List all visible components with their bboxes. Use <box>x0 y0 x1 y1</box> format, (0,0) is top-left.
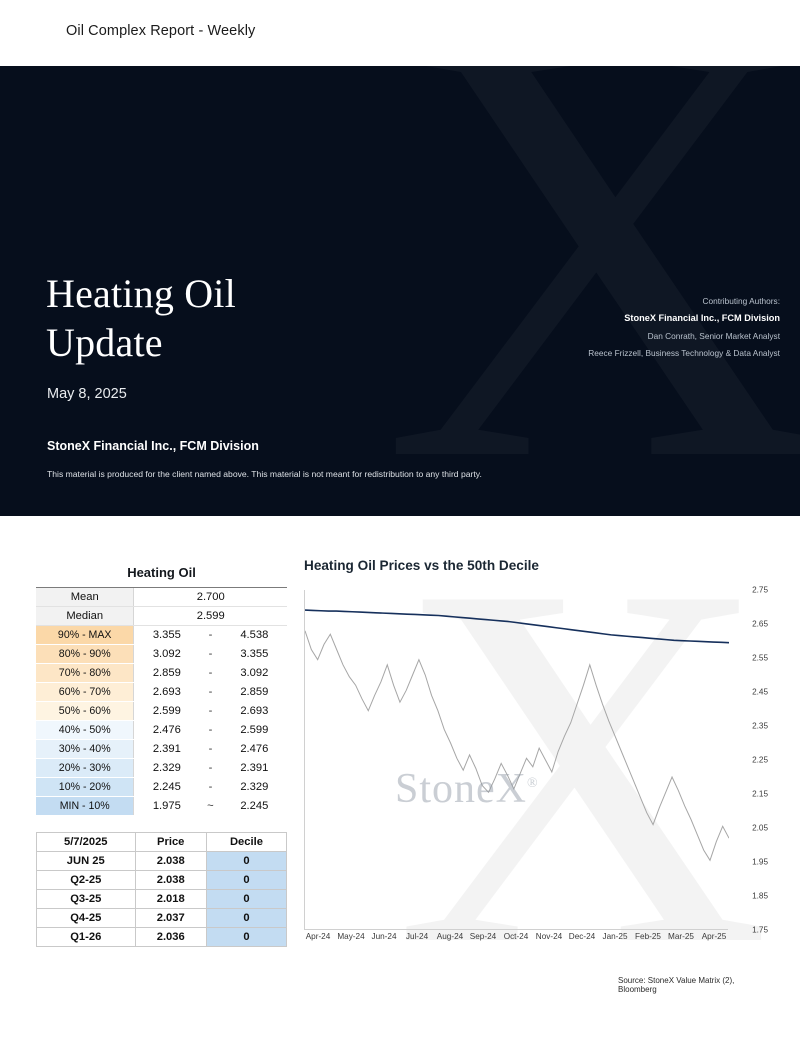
row-tenor: Q3-25 <box>37 890 136 909</box>
cover-title-line-1: Heating Oil <box>46 271 236 316</box>
band-separator: - <box>199 664 221 683</box>
band-label: 80% - 90% <box>36 645 134 664</box>
band-label: 30% - 40% <box>36 740 134 759</box>
y-axis-tick: 2.55 <box>752 653 768 663</box>
band-separator: - <box>199 759 221 778</box>
table-row <box>36 702 287 721</box>
author-2: Reece Frizzell, Business Technology & Data Analyst <box>588 348 780 358</box>
band-high: 3.092 <box>222 664 287 683</box>
mean-value: 2.700 <box>134 588 287 607</box>
table-row <box>37 871 287 890</box>
band-low: 2.245 <box>134 778 199 797</box>
table-row <box>37 890 287 909</box>
x-axis-tick: Jun-24 <box>371 932 397 941</box>
report-title: Oil Complex Report - Weekly <box>66 23 256 39</box>
chart-line-1 <box>305 631 729 861</box>
x-axis-tick: Sep-24 <box>469 932 497 941</box>
table-row-median <box>36 607 287 626</box>
band-separator: - <box>199 778 221 797</box>
table-row <box>36 778 287 797</box>
band-high: 2.329 <box>222 778 287 797</box>
row-tenor: Q2-25 <box>37 871 136 890</box>
y-axis-tick: 1.75 <box>752 925 768 935</box>
band-separator: - <box>199 626 221 645</box>
table-row <box>37 928 287 947</box>
table-row <box>37 852 287 871</box>
row-price: 2.038 <box>135 852 206 871</box>
cover-entity: StoneX Financial Inc., FCM Division <box>47 439 259 453</box>
chart-plot-area <box>304 590 728 930</box>
median-label: Median <box>36 607 134 626</box>
band-separator: ~ <box>199 797 221 816</box>
row-price: 2.036 <box>135 928 206 947</box>
band-label: 90% - MAX <box>36 626 134 645</box>
band-label: 40% - 50% <box>36 721 134 740</box>
stonex-x-watermark <box>382 66 800 516</box>
table-row <box>36 626 287 645</box>
column-header-price: Price <box>135 833 206 852</box>
band-label: 70% - 80% <box>36 664 134 683</box>
table-row-mean <box>36 588 287 607</box>
median-value: 2.599 <box>134 607 287 626</box>
x-axis-tick: Nov-24 <box>535 932 563 941</box>
y-axis-tick: 2.25 <box>752 755 768 765</box>
band-high: 2.245 <box>222 797 287 816</box>
y-axis-tick: 2.15 <box>752 789 768 799</box>
band-separator: - <box>199 721 221 740</box>
band-low: 3.092 <box>134 645 199 664</box>
y-axis-tick: 2.05 <box>752 823 768 833</box>
chart-container <box>298 558 768 994</box>
authors-label: Contributing Authors: <box>702 296 780 306</box>
table-row <box>36 759 287 778</box>
x-axis-tick: Oct-24 <box>503 932 529 941</box>
contributing-authors <box>588 296 780 365</box>
x-axis-tick: Apr-24 <box>305 932 331 941</box>
table-row <box>36 683 287 702</box>
x-axis-tick: Aug-24 <box>436 932 464 941</box>
band-low: 2.693 <box>134 683 199 702</box>
band-high: 2.859 <box>222 683 287 702</box>
x-axis-tick: Jan-25 <box>602 932 628 941</box>
decile-table-container <box>36 560 287 816</box>
x-axis-tick: May-24 <box>337 932 365 941</box>
band-high: 2.476 <box>222 740 287 759</box>
price-table-container <box>36 832 287 947</box>
table-row <box>36 721 287 740</box>
chart-x-axis <box>304 932 728 948</box>
column-header-date: 5/7/2025 <box>37 833 136 852</box>
row-tenor: Q4-25 <box>37 909 136 928</box>
row-tenor: Q1-26 <box>37 928 136 947</box>
table-row <box>36 664 287 683</box>
cover-title <box>46 270 236 368</box>
author-1: Dan Conrath, Senior Market Analyst <box>647 331 780 341</box>
row-decile: 0 <box>206 909 286 928</box>
cover-date: May 8, 2025 <box>47 386 127 402</box>
y-axis-tick: 2.35 <box>752 721 768 731</box>
chart-source-note: Source: StoneX Value Matrix (2), Bloomberg <box>618 976 735 994</box>
mean-label: Mean <box>36 588 134 607</box>
cover-banner <box>0 66 800 516</box>
band-low: 2.329 <box>134 759 199 778</box>
chart-y-axis <box>732 585 768 935</box>
chart-title: Heating Oil Prices vs the 50th Decile <box>304 558 539 573</box>
band-high: 2.599 <box>222 721 287 740</box>
price-decile-table <box>36 832 287 947</box>
row-decile: 0 <box>206 871 286 890</box>
band-separator: - <box>199 683 221 702</box>
y-axis-tick: 2.45 <box>752 687 768 697</box>
decile-table <box>36 560 287 816</box>
row-price: 2.038 <box>135 871 206 890</box>
band-label: 20% - 30% <box>36 759 134 778</box>
band-label: 60% - 70% <box>36 683 134 702</box>
band-low: 2.859 <box>134 664 199 683</box>
band-high: 4.538 <box>222 626 287 645</box>
row-decile: 0 <box>206 852 286 871</box>
column-header-decile: Decile <box>206 833 286 852</box>
table-row <box>36 645 287 664</box>
x-axis-tick: Mar-25 <box>668 932 694 941</box>
band-label: 50% - 60% <box>36 702 134 721</box>
band-label: 10% - 20% <box>36 778 134 797</box>
row-price: 2.037 <box>135 909 206 928</box>
band-high: 3.355 <box>222 645 287 664</box>
table-header-row <box>37 833 287 852</box>
content-area <box>0 516 800 1064</box>
document-header <box>0 0 800 66</box>
y-axis-tick: 1.95 <box>752 857 768 867</box>
authors-org: StoneX Financial Inc., FCM Division <box>624 313 780 323</box>
row-decile: 0 <box>206 890 286 909</box>
decile-table-title: Heating Oil <box>36 560 287 588</box>
band-separator: - <box>199 702 221 721</box>
chart-series-svg <box>305 590 729 930</box>
x-axis-tick: Jul-24 <box>405 932 429 941</box>
y-axis-tick: 2.75 <box>752 585 768 595</box>
x-axis-tick: Feb-25 <box>635 932 661 941</box>
stonex-chart-watermark: StoneX® <box>395 766 539 812</box>
band-low: 3.355 <box>134 626 199 645</box>
chart-line-0 <box>305 610 729 643</box>
table-row <box>37 909 287 928</box>
band-high: 2.693 <box>222 702 287 721</box>
band-low: 2.476 <box>134 721 199 740</box>
row-decile: 0 <box>206 928 286 947</box>
band-low: 2.391 <box>134 740 199 759</box>
table-row <box>36 797 287 816</box>
row-price: 2.018 <box>135 890 206 909</box>
watermark-text: StoneX <box>395 766 527 812</box>
y-axis-tick: 2.65 <box>752 619 768 629</box>
cover-title-line-2: Update <box>46 319 163 365</box>
y-axis-tick: 1.85 <box>752 891 768 901</box>
row-tenor: JUN 25 <box>37 852 136 871</box>
band-low: 1.975 <box>134 797 199 816</box>
band-high: 2.391 <box>222 759 287 778</box>
cover-disclaimer: This material is produced for the client named above. This material is not meant for redistribution to any third party. <box>47 469 482 479</box>
x-axis-tick: Apr-25 <box>701 932 727 941</box>
x-axis-tick: Dec-24 <box>568 932 596 941</box>
band-separator: - <box>199 645 221 664</box>
table-title-row <box>36 560 287 588</box>
band-label: MIN - 10% <box>36 797 134 816</box>
table-row <box>36 740 287 759</box>
band-separator: - <box>199 740 221 759</box>
band-low: 2.599 <box>134 702 199 721</box>
